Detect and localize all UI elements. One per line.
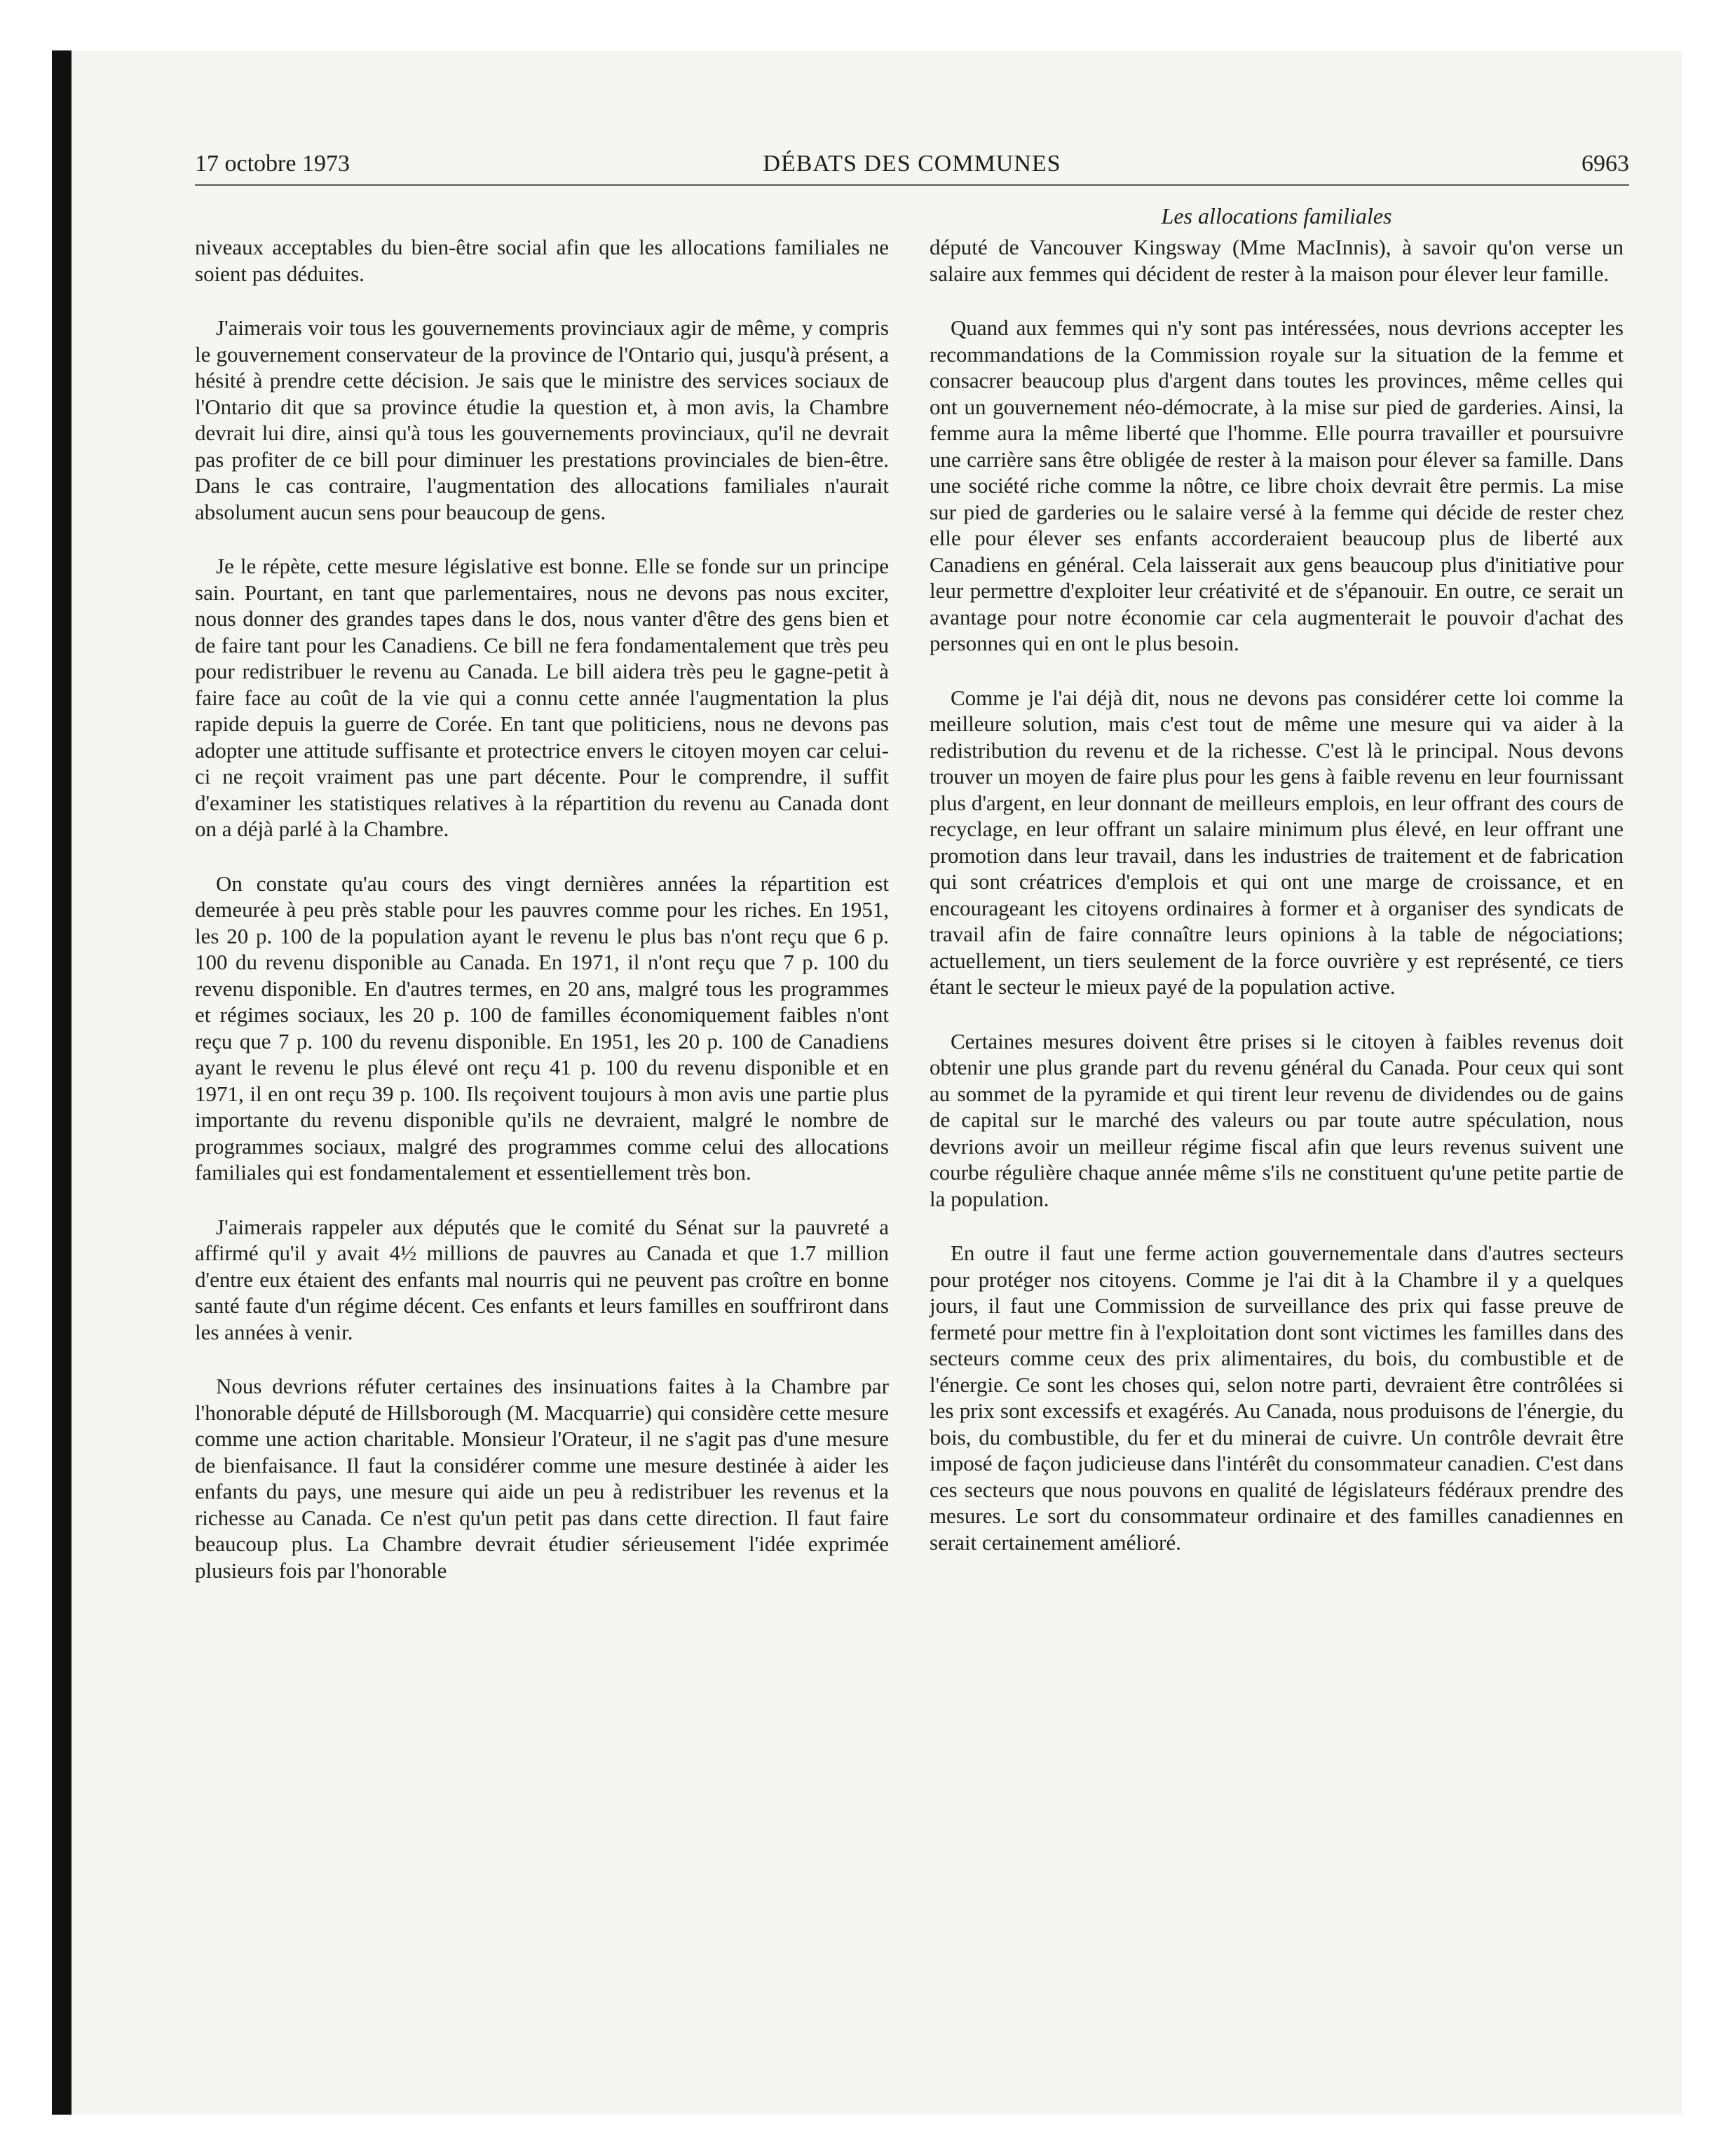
- paragraph: Certaines mesures doivent être prises si le citoyen à faibles revenus doit obtenir une plus grande part du revenu général du Canada. Pour ceux qui sont au sommet de la pyramide et qui tirent leur revenu de dividendes ou de gains de capital sur le marché des valeurs ou par toute autre spéculation, nous devrions avoir un meilleur régime fiscal afin que leurs revenus suivent une courbe régulière chaque année même s'ils ne constituent qu'une petite partie de la population.: [930, 1028, 1624, 1211]
- right-column: [930, 202, 1624, 1583]
- header-publication: DÉBATS DES COMMUNES: [763, 151, 1061, 177]
- paragraph: J'aimerais rappeler aux députés que le comité du Sénat sur la pauvreté a affirmé qu'il y avait 4½ millions de pauvres au Canada et que 1.7 million d'entre eux étaient des enfants mal nourris qui ne peuvent pas croître en bonne santé faute d'un régime décent. Ces enfants et leurs familles en souffriront dans les années à venir.: [195, 1214, 889, 1344]
- paragraph: niveaux acceptables du bien-être social afin que les allocations familiales ne soient pas déduites.: [195, 235, 889, 286]
- scan-border: [52, 50, 72, 2115]
- header-date: 17 octobre 1973: [195, 151, 350, 177]
- page-header: [195, 149, 1629, 186]
- header-page-number: 6963: [1581, 151, 1629, 177]
- paragraph: En outre il faut une ferme action gouvernementale dans d'autres secteurs pour protéger nos citoyens. Comme je l'ai dit à la Chambre il y a quelques jours, il faut une Commission de surveillance des prix qui fasse preuve de fermeté pour mettre fin à l'exploitation dont sont victimes les familles dans des secteurs comme ceux des prix alimentaires, du bois, du combustible et de l'énergie. Ce sont les choses qui, selon notre parti, devraient être contrôlées si les prix sont excessifs et exagérés. Au Canada, nous produisons de l'énergie, du bois, du combustible, du fer et du minerai de cuivre. Un contrôle devrait être imposé de façon judicieuse dans l'intérêt du consommateur canadien. C'est dans ces secteurs que nous pouvons en qualité de législateurs fédéraux prendre des mesures. Le sort du consommateur ordinaire et des familles canadiennes en serait certainement amélioré.: [930, 1241, 1624, 1555]
- paragraph: Nous devrions réfuter certaines des insinuations faites à la Chambre par l'honorable député de Hillsborough (M. Macquarrie) qui considère cette mesure comme une action charitable. Monsieur l'Orateur, il ne s'agit pas d'une mesure de bienfaisance. Il faut la considérer comme une mesure destinée à aider les enfants du pays, une mesure qui aide un peu à redistribuer les revenus et la richesse au Canada. Ce n'est qu'un petit pas dans cette direction. Il faut faire beaucoup plus. La Chambre devrait étudier sérieusement l'idée exprimée plusieurs fois par l'honorable: [195, 1374, 889, 1583]
- paragraph: On constate qu'au cours des vingt dernières années la répartition est demeurée à peu près stable pour les pauvres comme pour les riches. En 1951, les 20 p. 100 de la population ayant le revenu le plus bas n'ont reçu que 6 p. 100 du revenu disponible au Canada. En 1971, il n'ont reçu que 7 p. 100 du revenu disponible. En d'autres termes, en 20 ans, malgré tous les programmes et régimes sociaux, les 20 p. 100 de familles économiquement faibles n'ont reçu que 7 p. 100 du revenu disponible. En 1951, les 20 p. 100 de Canadiens ayant le revenu le plus élevé ont reçu 41 p. 100 du revenu disponible et en 1971, il en ont reçu 39 p. 100. Ils reçoivent toujours à mon avis une partie plus importante du revenu disponible qu'ils ne devraient, malgré le nombre de programmes sociaux, malgré des programmes comme celui des allocations familiales qui est fondamentalement et essentiellement très bon.: [195, 871, 889, 1185]
- paragraph: Quand aux femmes qui n'y sont pas intéressées, nous devrions accepter les recommandations de la Commission royale sur la situation de la femme et consacrer beaucoup plus d'argent dans toutes les provinces, même celles qui ont un gouvernement néo-démocrate, à la mise sur pied de garderies. Ainsi, la femme aura la même liberté que l'homme. Elle pourra travailler et poursuivre une carrière sans être obligée de rester à la maison pour élever sa famille. Dans une société riche comme la nôtre, ce libre choix devrait être permis. La mise sur pied de garderies ou le salaire versé à la femme qui décide de rester chez elle pour élever ses enfants accorderaient beaucoup plus de liberté aux Canadiens en général. Cela laisserait aux gens beaucoup plus d'initiative pour leur permettre d'exploiter leur créativité et de s'épanouir. En outre, ce serait un avantage pour notre économie car cela augmenterait le pouvoir d'achat des personnes qui en ont le plus besoin.: [930, 315, 1624, 655]
- running-title: Les allocations familiales: [1161, 203, 1392, 228]
- paragraph: Je le répète, cette mesure législative est bonne. Elle se fonde sur un principe sain. Pourtant, en tant que parlementaires, nous ne devons pas nous exciter, nous donner des grandes tapes dans le dos, nous vanter d'être des gens bien et de faire tant pour les Canadiens. Ce bill ne fera fondamentalement que très peu pour redistribuer le revenu au Canada. Le bill aidera très peu le gagne-petit à faire face au coût de la vie qui a connu cette année l'augmentation la plus rapide depuis la guerre de Corée. En tant que politiciens, nous ne devons pas adopter une attitude suffisante et protectrice envers le citoyen moyen car celui-ci ne reçoit vraiment pas une part décente. Pour le comprendre, il suffit d'examiner les statistiques relatives à la répartition du revenu au Canada dont on a déjà parlé à la Chambre.: [195, 554, 889, 841]
- paragraph: député de Vancouver Kingsway (Mme MacInnis), à savoir qu'on verse un salaire aux femmes qui décident de rester à la maison pour élever leur famille.: [930, 235, 1624, 286]
- left-column: [195, 234, 889, 1611]
- paragraph: J'aimerais voir tous les gouvernements provinciaux agir de même, y compris le gouvernement conservateur de la province de l'Ontario qui, jusqu'à présent, a hésité à prendre cette décision. Je sais que le ministre des services sociaux de l'Ontario dit que sa province étudie la question et, à mon avis, la Chambre devrait lui dire, ainsi qu'à tous les gouvernements provinciaux, qu'il ne devrait pas profiter de ce bill pour diminuer les prestations provinciales de bien-être. Dans le cas contraire, l'augmentation des allocations familiales n'aurait absolument aucun sens pour beaucoup de gens.: [195, 315, 889, 524]
- paragraph: Comme je l'ai déjà dit, nous ne devons pas considérer cette loi comme la meilleure solution, mais c'est tout de même une mesure qui va aider à la redistribution du revenu et de la richesse. C'est là le principal. Nous devons trouver un moyen de faire plus pour les gens à faible revenu en leur fournissant plus d'argent, en leur donnant de meilleurs emplois, en leur offrant des cours de recyclage, en leur offrant un salaire minimum plus élevé, en leur offrant une promotion dans leur travail, dans les industries de traitement et de fabrication qui sont créatrices d'emplois et qui ont une marge de croissance, et en encourageant les citoyens ordinaires à former et à organiser des syndicats de travail afin de faire connaître leurs opinions à la table de négociations; actuellement, un tiers seulement de la force ouvrière y est représenté, ce tiers étant le secteur le mieux payé de la population active.: [930, 685, 1624, 999]
